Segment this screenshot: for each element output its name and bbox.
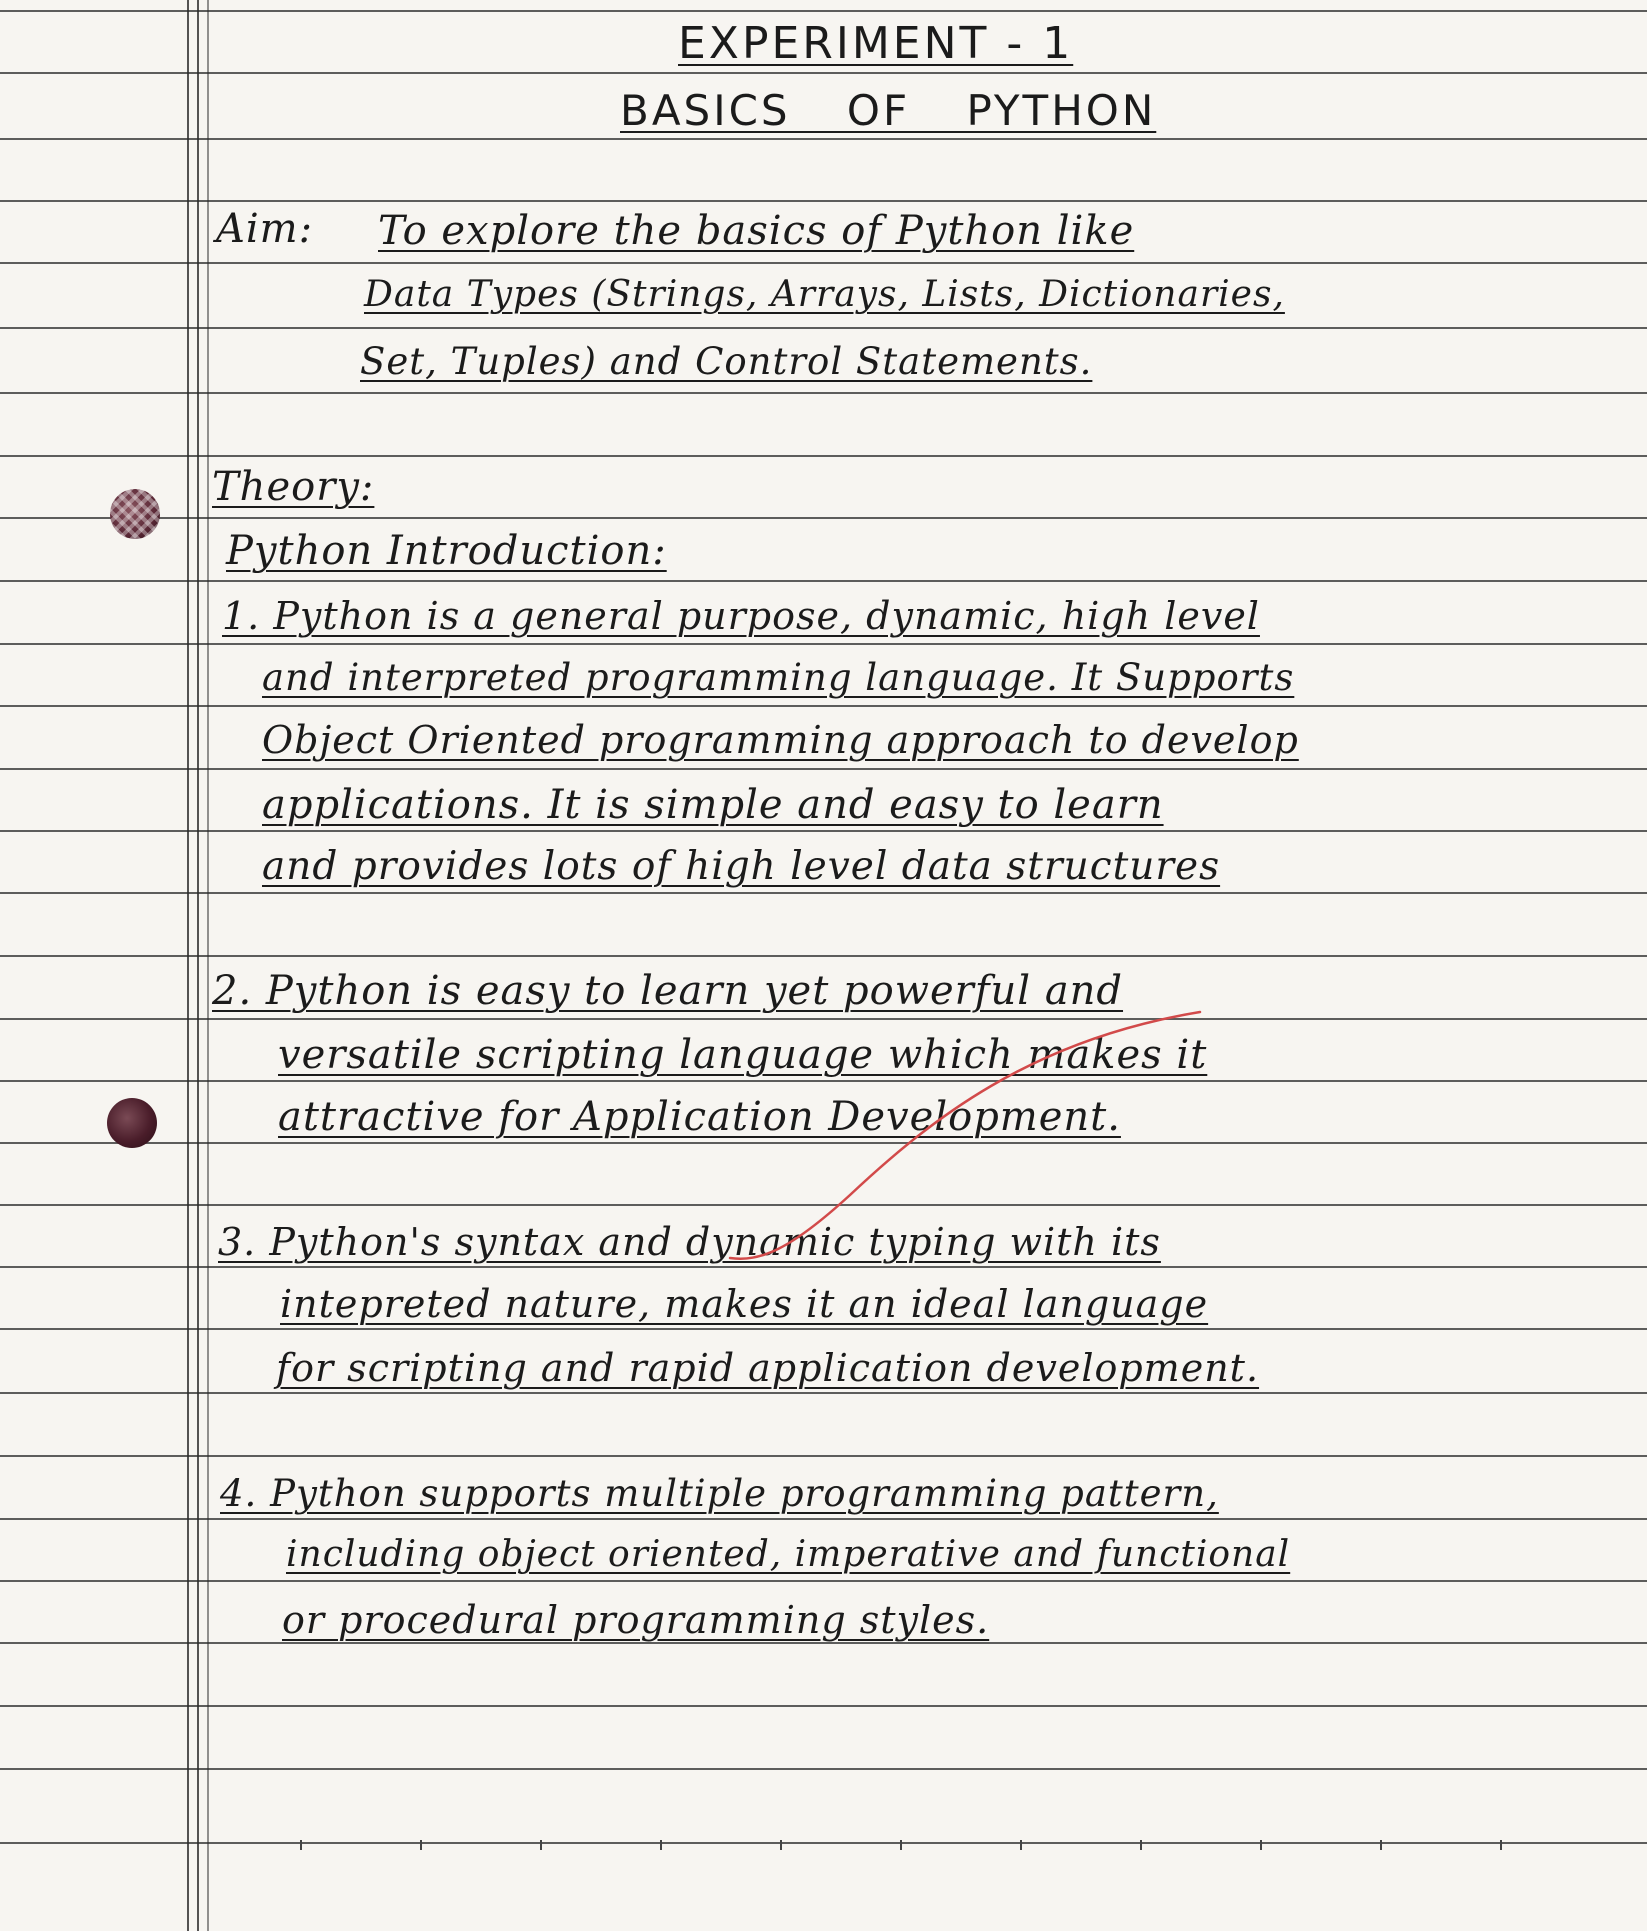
theory-point-line: 1. Python is a general purpose, dynamic, high level	[222, 594, 1260, 638]
theory-point-line: 3. Python's syntax and dynamic typing with its	[218, 1220, 1161, 1264]
theory-point-line: applications. It is simple and easy to learn	[262, 782, 1164, 828]
red-check-stroke-path	[730, 1012, 1200, 1259]
theory-subheading: Python Introduction:	[226, 528, 667, 574]
rule-tick	[540, 1840, 542, 1850]
rule-tick	[420, 1840, 422, 1850]
rule-tick	[300, 1840, 302, 1850]
rule-tick	[900, 1840, 902, 1850]
theory-point-line: 2. Python is easy to learn yet powerful and	[212, 968, 1124, 1014]
theory-point-line: attractive for Application Development.	[278, 1094, 1121, 1140]
rule-tick	[1140, 1840, 1142, 1850]
aim-line: Data Types (Strings, Arrays, Lists, Dictionaries,	[364, 274, 1285, 315]
theory-point-line: and interpreted programming language. It Supports	[262, 656, 1295, 699]
theory-point-line: intepreted nature, makes it an ideal language	[280, 1282, 1209, 1326]
theory-point-line: versatile scripting language which makes it	[278, 1032, 1208, 1078]
theory-point-line: 4. Python supports multiple programming pattern,	[220, 1472, 1219, 1515]
aim-line: Set, Tuples) and Control Statements.	[360, 340, 1093, 383]
rule-tick	[1020, 1840, 1022, 1850]
aim-label: Aim:	[216, 206, 314, 252]
aim-line: To explore the basics of Python like	[378, 208, 1135, 254]
rule-tick	[1260, 1840, 1262, 1850]
experiment-title: EXPERIMENT - 1	[678, 18, 1074, 69]
rule-tick	[660, 1840, 662, 1850]
theory-point-line: for scripting and rapid application development.	[276, 1346, 1260, 1390]
theory-label: Theory:	[212, 464, 375, 510]
experiment-subtitle: BASICS OF PYTHON	[620, 86, 1157, 135]
rule-tick	[1500, 1840, 1502, 1850]
rule-tick	[780, 1840, 782, 1850]
theory-point-line: or procedural programming styles.	[282, 1598, 990, 1642]
rule-tick	[1380, 1840, 1382, 1850]
theory-point-line: and provides lots of high level data structures	[262, 844, 1221, 889]
theory-point-line: Object Oriented programming approach to develop	[262, 718, 1299, 762]
theory-point-line: including object oriented, imperative and functional	[286, 1534, 1291, 1575]
